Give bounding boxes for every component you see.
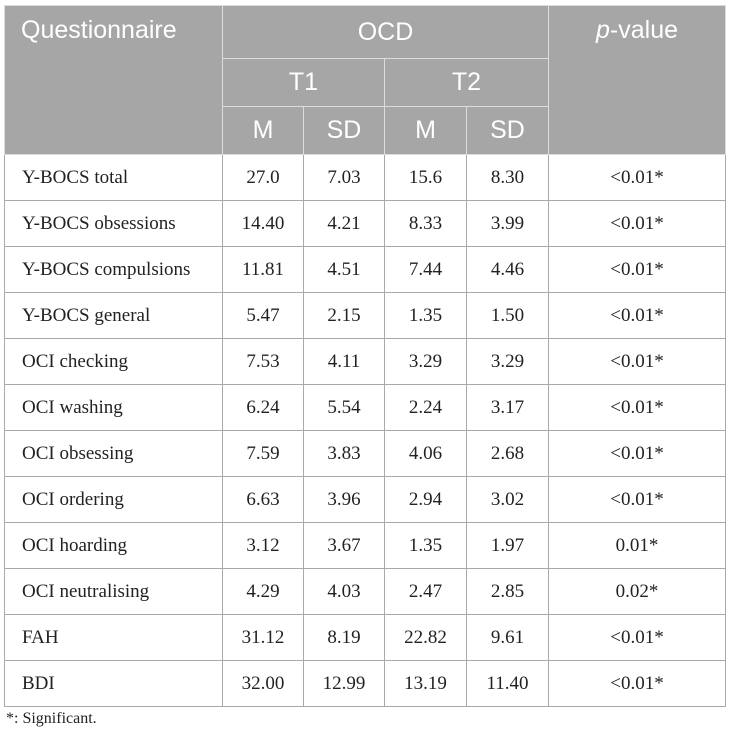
row-label-cell: OCI obsessing	[5, 431, 223, 477]
table-row	[5, 661, 726, 707]
table-row	[5, 569, 726, 615]
row-label-cell: OCI checking	[5, 339, 223, 385]
questionnaire-header: Questionnaire	[5, 6, 223, 155]
t1-mean-cell: 3.12	[223, 523, 304, 569]
t2-sd-cell: 2.85	[467, 569, 549, 615]
timepoint-header: T1	[223, 59, 385, 107]
table-body	[5, 155, 726, 707]
t2-sd-cell: 3.17	[467, 385, 549, 431]
t2-mean-cell: 8.33	[385, 201, 467, 247]
stat-header: SD	[304, 107, 385, 155]
t1-sd-cell: 12.99	[304, 661, 385, 707]
t1-mean-cell: 6.24	[223, 385, 304, 431]
table-row	[5, 523, 726, 569]
t2-mean-cell: 22.82	[385, 615, 467, 661]
stat-header: SD	[467, 107, 549, 155]
timepoint-header: T2	[385, 59, 549, 107]
t2-mean-cell: 4.06	[385, 431, 467, 477]
t2-mean-cell: 2.24	[385, 385, 467, 431]
t1-mean-cell: 27.0	[223, 155, 304, 201]
table-row	[5, 201, 726, 247]
t1-sd-cell: 4.11	[304, 339, 385, 385]
t2-sd-cell: 3.02	[467, 477, 549, 523]
p-value-cell: <0.01*	[549, 477, 726, 523]
p-value-cell: <0.01*	[549, 661, 726, 707]
table-row	[5, 431, 726, 477]
row-label-cell: BDI	[5, 661, 223, 707]
t1-mean-cell: 6.63	[223, 477, 304, 523]
t1-mean-cell: 4.29	[223, 569, 304, 615]
t2-mean-cell: 13.19	[385, 661, 467, 707]
table-row	[5, 293, 726, 339]
p-value-cell: <0.01*	[549, 385, 726, 431]
t2-sd-cell: 1.50	[467, 293, 549, 339]
table-row	[5, 477, 726, 523]
t1-mean-cell: 7.59	[223, 431, 304, 477]
group-header: OCD	[223, 6, 549, 59]
t2-sd-cell: 9.61	[467, 615, 549, 661]
table-row	[5, 385, 726, 431]
p-value-cell: 0.01*	[549, 523, 726, 569]
t1-mean-cell: 14.40	[223, 201, 304, 247]
table-row	[5, 247, 726, 293]
t1-sd-cell: 3.67	[304, 523, 385, 569]
t2-sd-cell: 4.46	[467, 247, 549, 293]
row-label-cell: Y-BOCS obsessions	[5, 201, 223, 247]
p-value-header	[549, 6, 726, 155]
t1-sd-cell: 4.21	[304, 201, 385, 247]
p-value-italic: p	[596, 16, 610, 44]
t1-mean-cell: 5.47	[223, 293, 304, 339]
p-value-cell: <0.01*	[549, 247, 726, 293]
t1-sd-cell: 3.83	[304, 431, 385, 477]
p-value-cell: <0.01*	[549, 201, 726, 247]
row-label-cell: Y-BOCS compulsions	[5, 247, 223, 293]
t1-sd-cell: 4.51	[304, 247, 385, 293]
t2-sd-cell: 3.99	[467, 201, 549, 247]
results-table	[4, 5, 726, 707]
row-label-cell: Y-BOCS total	[5, 155, 223, 201]
t2-mean-cell: 2.47	[385, 569, 467, 615]
t2-sd-cell: 3.29	[467, 339, 549, 385]
t1-sd-cell: 2.15	[304, 293, 385, 339]
p-value-cell: <0.01*	[549, 293, 726, 339]
t1-mean-cell: 31.12	[223, 615, 304, 661]
t1-sd-cell: 8.19	[304, 615, 385, 661]
p-value-suffix: -value	[609, 16, 678, 44]
table-header	[5, 6, 726, 155]
t2-sd-cell: 2.68	[467, 431, 549, 477]
row-label-cell: OCI washing	[5, 385, 223, 431]
t2-mean-cell: 7.44	[385, 247, 467, 293]
table-row	[5, 339, 726, 385]
t1-mean-cell: 11.81	[223, 247, 304, 293]
table-footnote: *: Significant.	[6, 710, 97, 727]
table-row	[5, 155, 726, 201]
row-label-cell: OCI hoarding	[5, 523, 223, 569]
t1-sd-cell: 7.03	[304, 155, 385, 201]
stat-header: M	[385, 107, 467, 155]
t1-sd-cell: 3.96	[304, 477, 385, 523]
t1-mean-cell: 7.53	[223, 339, 304, 385]
t2-sd-cell: 1.97	[467, 523, 549, 569]
t2-mean-cell: 2.94	[385, 477, 467, 523]
p-value-cell: <0.01*	[549, 155, 726, 201]
t1-mean-cell: 32.00	[223, 661, 304, 707]
t2-mean-cell: 15.6	[385, 155, 467, 201]
row-label-cell: Y-BOCS general	[5, 293, 223, 339]
p-value-cell: <0.01*	[549, 339, 726, 385]
table-row	[5, 615, 726, 661]
t2-sd-cell: 8.30	[467, 155, 549, 201]
t2-mean-cell: 1.35	[385, 523, 467, 569]
p-value-cell: 0.02*	[549, 569, 726, 615]
t1-sd-cell: 5.54	[304, 385, 385, 431]
stat-header: M	[223, 107, 304, 155]
row-label-cell: OCI neutralising	[5, 569, 223, 615]
row-label-cell: OCI ordering	[5, 477, 223, 523]
t2-sd-cell: 11.40	[467, 661, 549, 707]
row-label-cell: FAH	[5, 615, 223, 661]
t1-sd-cell: 4.03	[304, 569, 385, 615]
p-value-cell: <0.01*	[549, 431, 726, 477]
t2-mean-cell: 3.29	[385, 339, 467, 385]
p-value-cell: <0.01*	[549, 615, 726, 661]
t2-mean-cell: 1.35	[385, 293, 467, 339]
